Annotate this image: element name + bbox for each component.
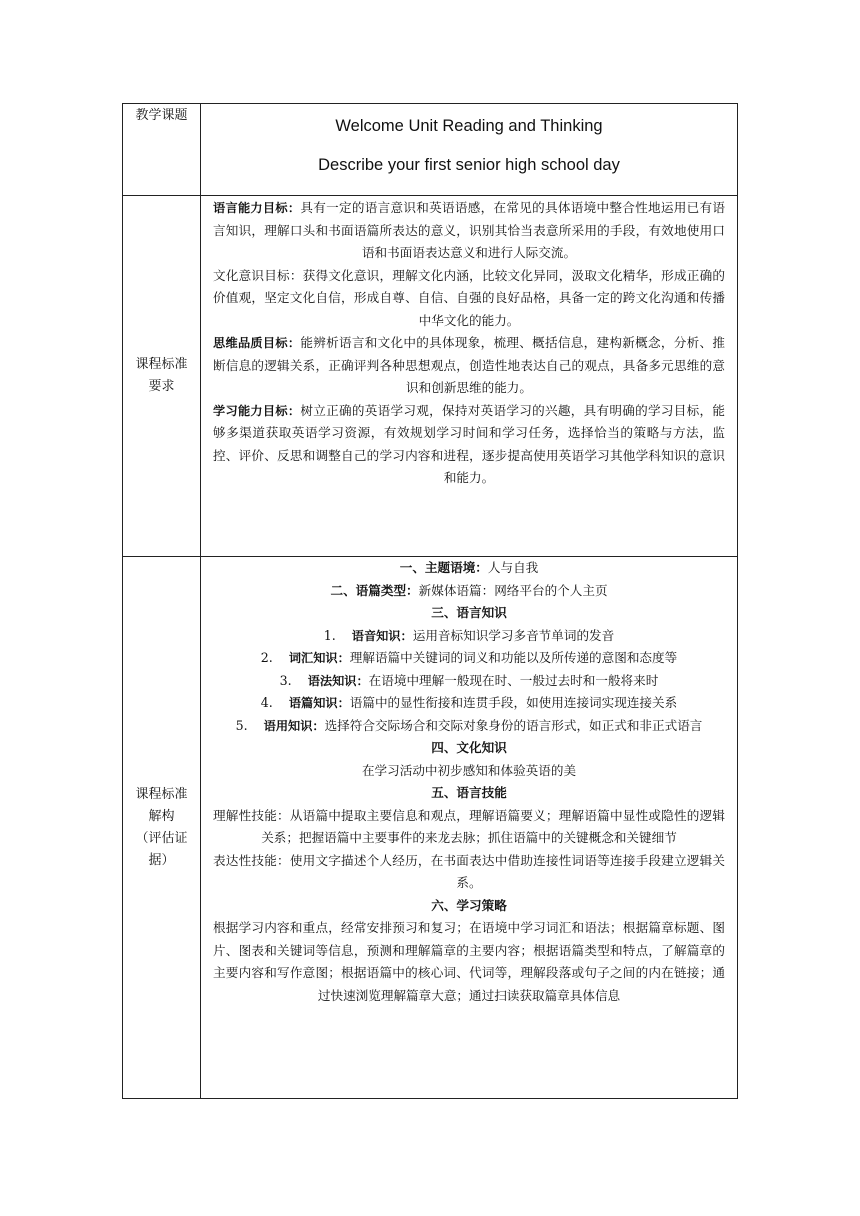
item-number: 5. xyxy=(235,717,248,733)
item-text: 理解语篇中关键词的词义和功能以及所传递的意图和态度等 xyxy=(349,650,678,665)
topic-label: 教学课题 xyxy=(135,108,188,123)
knowledge-item xyxy=(201,625,737,648)
section-culture-text: 在学习活动中初步感知和体验英语的美 xyxy=(361,762,577,778)
item-heading: 语音知识： xyxy=(351,628,413,643)
topic-row xyxy=(123,104,738,196)
section-text-type xyxy=(201,580,737,603)
skills-expression: 表达性技能：使用文字描述个人经历，在书面表达中借助连接性词语等连接手段建立逻辑关系。 xyxy=(213,852,725,890)
item-text: 运用音标知识学习多音节单词的发音 xyxy=(412,627,615,643)
skills-comprehension: 理解性技能：从语篇中提取主要信息和观点，理解语篇要义；理解语篇中显性或隐性的逻辑关系；把握语篇中主要事件的来龙去脉；抓住语篇中的关键概念和关键细节 xyxy=(213,807,725,845)
section-language-knowledge-title xyxy=(201,602,737,625)
lesson-plan-table xyxy=(122,103,738,1099)
standards-row xyxy=(123,196,738,557)
goal-heading: 思维品质目标： xyxy=(213,336,301,350)
section-strategy-title xyxy=(201,895,737,918)
item-heading: 词汇知识： xyxy=(288,651,350,665)
standards-content-cell xyxy=(201,196,738,557)
goal-text: 能辨析语言和文化中的具体现象，梳理、概括信息，建构新概念，分析、推断信息的逻辑关系，正确评判各种思想观点，创造性地表达自己的观点，具备多元思维的意识和创新思维的能力。 xyxy=(213,335,726,395)
deconstruction-row xyxy=(123,557,738,1099)
standards-label-line: 要求 xyxy=(148,379,175,394)
deconstruction-label-line: 课程标准 xyxy=(135,786,188,802)
strategy-text: 根据学习内容和重点，经常安排预习和复习；在语境中学习词汇和语法；根据篇章标题、图片、图表和关键词等信息，预测和理解篇章的主要内容；根据语篇类型和特点，了解篇章的主要内容和写作意图；根据语篇中的核心词、代词等，理解段落或句子之间的内在链接；通过快速浏览理解篇章大意；通过扫读获取篇章具体信息 xyxy=(213,920,725,1003)
section-heading: 三、语言知识 xyxy=(431,605,507,620)
deconstruction-label xyxy=(123,784,200,872)
standards-label-line: 课程标准 xyxy=(135,357,188,372)
item-heading: 语用知识： xyxy=(263,718,325,733)
lesson-title: Welcome Unit Reading and Thinking xyxy=(335,117,603,135)
section-heading: 二、语篇类型： xyxy=(330,582,419,598)
section-text: 新媒体语篇：网络平台的个人主页 xyxy=(418,582,608,598)
item-heading: 语篇知识： xyxy=(288,696,350,710)
item-number: 4. xyxy=(260,695,273,710)
item-number: 3. xyxy=(279,672,292,688)
knowledge-item xyxy=(201,715,737,738)
item-number: 2. xyxy=(260,650,273,665)
standards-label xyxy=(123,354,200,398)
goal-heading: 语言能力目标： xyxy=(213,201,301,215)
goal-learning xyxy=(201,400,737,490)
topic-title-cell xyxy=(201,104,738,196)
section-skills-title xyxy=(201,782,737,805)
section-heading: 四、文化知识 xyxy=(431,740,507,755)
deconstruction-label-line: （评估证 xyxy=(135,830,188,846)
section-theme xyxy=(201,557,737,580)
item-number: 1. xyxy=(323,627,336,643)
item-text: 选择符合交际场合和交际对象身份的语言形式，如正式和非正式语言 xyxy=(324,717,703,733)
goal-heading: 学习能力目标： xyxy=(213,403,301,418)
goal-culture xyxy=(201,265,737,333)
knowledge-item xyxy=(201,647,737,670)
deconstruction-content-cell xyxy=(201,557,738,1099)
goal-text: 文化意识目标：获得文化意识，理解文化内涵，比较文化异同，汲取文化精华，形成正确的价值观，坚定文化自信，形成自尊、自信、自强的良好品格，具备一定的跨文化沟通和传播中华文化的能力。 xyxy=(213,267,725,328)
section-text: 人与自我 xyxy=(487,560,539,575)
lesson-subtitle: Describe your first senior high school day xyxy=(318,156,620,174)
goal-thinking xyxy=(201,332,737,400)
goal-text: 树立正确的英语学习观，保持对英语学习的兴趣，具有明确的学习目标，能够多渠道获取英语学习资源，有效规划学习时间和学习任务，选择恰当的策略与方法，监控、评价、反思和调整自己的学习内容和进程，逐步提高使用英语学习其他学科知识的意识和能力。 xyxy=(213,402,726,485)
topic-label-cell xyxy=(123,104,201,196)
item-text: 语篇中的显性衔接和连贯手段，如使用连接词实现连接关系 xyxy=(349,695,678,710)
knowledge-item xyxy=(201,670,737,693)
standards-label-cell xyxy=(123,196,201,557)
deconstruction-label-cell xyxy=(123,557,201,1099)
item-text: 在语境中理解一般现在时、一般过去时和一般将来时 xyxy=(368,672,659,688)
section-heading: 六、学习策略 xyxy=(431,897,507,913)
deconstruction-label-line: 据） xyxy=(148,852,175,868)
goal-language xyxy=(201,197,737,265)
goal-text: 具有一定的语言意识和英语语感，在常见的具体语境中整合性地运用已有语言知识，理解口头和书面语篇所表达的意义，识别其恰当表意所采用的手段，有效地使用口语和书面语表达意义和进行人际交流。 xyxy=(213,200,726,260)
deconstruction-label-line: 解构 xyxy=(148,808,175,824)
section-culture-title xyxy=(201,737,737,760)
section-heading: 一、主题语境： xyxy=(399,560,488,575)
section-heading: 五、语言技能 xyxy=(431,785,507,800)
knowledge-item xyxy=(201,692,737,715)
item-heading: 语法知识： xyxy=(307,673,369,688)
